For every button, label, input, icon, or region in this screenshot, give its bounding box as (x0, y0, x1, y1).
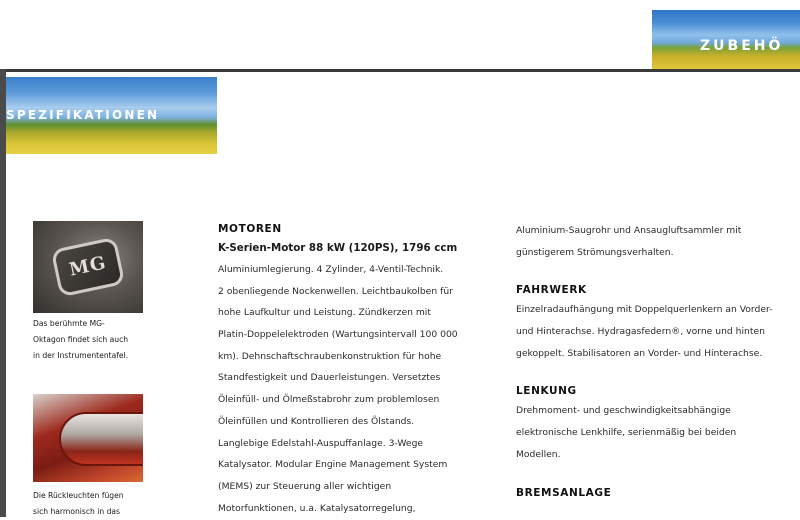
body-line: 2 obenliegende Nockenwellen. Leichtbaukolben für (218, 285, 453, 297)
body-line: Katalysator. Modular Engine Management System (218, 459, 448, 471)
section-spacer (516, 263, 796, 281)
body-line: Standfestigkeit und Dauerleistungen. Versetztes (218, 372, 441, 384)
mg-octagon-photo (33, 221, 143, 313)
brakes-heading: BREMSANLAGE (516, 486, 612, 499)
body-line: Platin-Doppelelektroden (Wartungsintervall 100 000 (218, 329, 458, 341)
body-line: Einzelradaufhängung mit Doppelquerlenkern an Vorder- (516, 304, 773, 316)
body-line: günstigerem Strömungsverhalten. (516, 246, 674, 258)
body-line: elektronische Lenkhilfe, serienmäßig bei beiden (516, 427, 737, 439)
caption-line: Oktagon findet sich auch (33, 335, 129, 344)
body-line: km). Dehnschaftschraubenkonstruktion für hohe (218, 350, 442, 362)
body-line: Öleinfüllen und Kontrollieren des Ölstands. (218, 415, 415, 427)
tail-light-lens (59, 412, 143, 466)
body-line: Langlebige Edelstahl-Auspuffanlage. 3-Wege (218, 437, 424, 449)
steering-heading: LENKUNG (516, 385, 577, 398)
specifications-banner-title: SPEZIFIKATIONEN (6, 108, 160, 122)
section-spacer (516, 364, 796, 382)
body-line: und Hinterachse. Hydragasfedern®, vorne und hinten (516, 326, 765, 338)
caption-line: sich harmonisch in das (33, 507, 121, 516)
caption-line: Die Rückleuchten fügen (33, 491, 124, 500)
section-spacer (516, 466, 796, 484)
body-line: Motorfunktionen, u.a. Katalysatorregelung, (218, 502, 416, 514)
body-line: Aluminium-Saugrohr und Ansaugluftsammler mit (516, 225, 742, 236)
body-line: Öleinfüll- und Ölmeßstabrohr zum problemlosen (218, 394, 440, 406)
body-line: Drehmoment- und geschwindigkeitsabhängige (516, 405, 731, 417)
tail-light-photo (33, 394, 143, 482)
caption-line: Das berühmte MG- (33, 319, 105, 328)
engine-model-subheading: K-Serien-Motor 88 kW (120PS), 1796 ccm (218, 242, 458, 254)
mg-octagon-caption (33, 316, 153, 364)
body-line: gekoppelt. Stabilisatoren an Vorder- und Hinterachse. (516, 347, 763, 359)
specifications-banner (6, 77, 217, 154)
engines-section (218, 220, 488, 519)
body-line: Aluminiumlegierung. 4 Zylinder, 4-Ventil-Technik. (218, 264, 444, 275)
mg-octagon-badge (51, 237, 126, 298)
body-line: hohe Laufkultur und Leistung. Zündkerzen mit (218, 307, 431, 319)
chassis-heading: FAHRWERK (516, 284, 587, 297)
right-column (516, 220, 796, 502)
tail-light-caption (33, 488, 153, 520)
accessories-banner (652, 10, 800, 69)
body-line: Modellen. (516, 448, 561, 460)
mg-badge-letters: MG (67, 252, 109, 281)
body-line: (MEMS) zur Steuerung aller wichtigen (218, 480, 392, 492)
frame-top-rule (0, 69, 800, 72)
engines-heading: MOTOREN (218, 223, 282, 235)
caption-line: in der Instrumententafel. (33, 351, 129, 360)
accessories-banner-title: ZUBEHÖ (700, 38, 784, 54)
